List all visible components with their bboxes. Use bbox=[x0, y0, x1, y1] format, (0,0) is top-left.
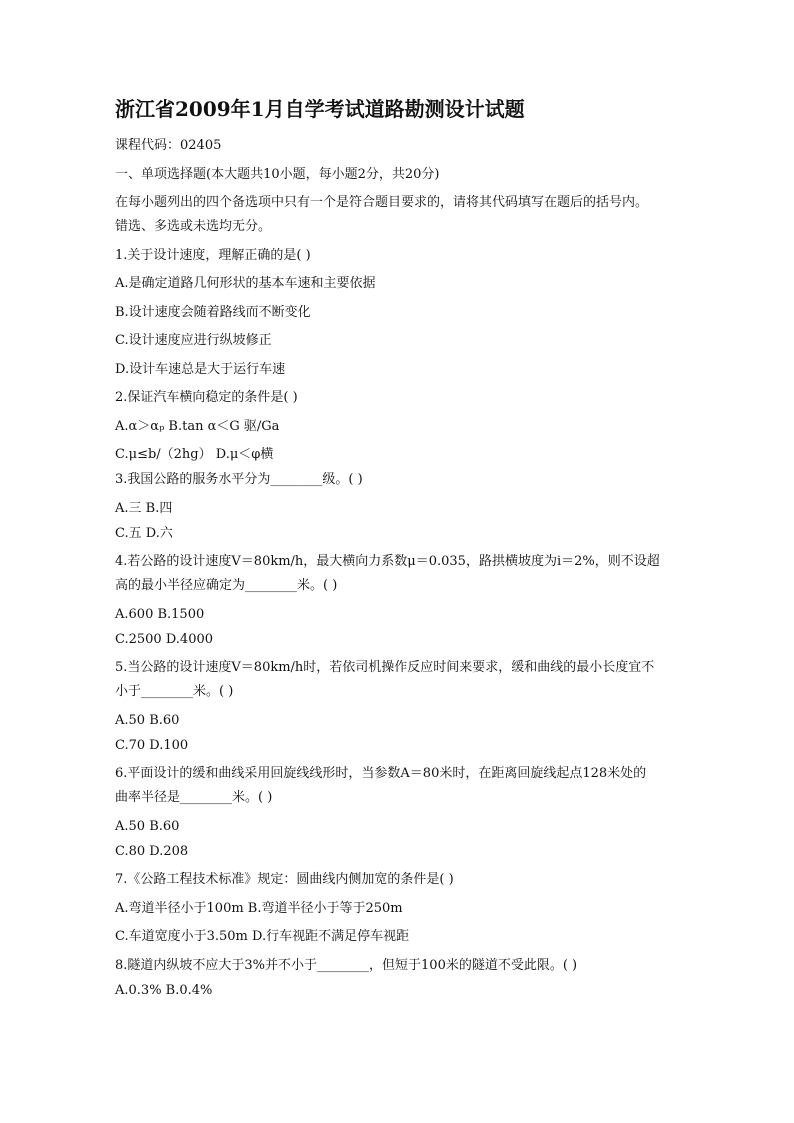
page-title: 浙江省2009年1月自学考试道路勘测设计试题 bbox=[115, 97, 525, 121]
option-line: D.设计车速总是大于运行车速 bbox=[115, 361, 286, 377]
question-8: 8.隧道内纵坡不应大于3%并不小于________，但短于100米的隧道不受此限。( ) bbox=[115, 957, 578, 973]
question-6-continuation: 曲率半径是________米。( ) bbox=[115, 790, 273, 805]
question-4: 4.若公路的设计速度V＝80km/h，最大横向力系数μ＝0.035，路拱横坡度为i＝2%，则不设超 bbox=[115, 554, 660, 569]
option-line: C.车道宽度小于3.50m D.行车视距不满足停车视距 bbox=[115, 929, 410, 944]
option-line: C.设计速度应进行纵坡修正 bbox=[115, 333, 272, 348]
option-line: B.设计速度会随着路线而不断变化 bbox=[115, 304, 311, 320]
question-7: 7.《公路工程技术标准》规定：圆曲线内侧加宽的条件是( ) bbox=[115, 872, 454, 887]
option-line: A.50 B.60 bbox=[115, 818, 180, 834]
question-5: 5.当公路的设计速度V＝80km/h时，若依司机操作反应时间来要求，缓和曲线的最小长度宜不 bbox=[115, 660, 655, 675]
question-6: 6.平面设计的缓和曲线采用回旋线线形时，当参数A＝80米时，在距离回旋线起点128米处的 bbox=[115, 766, 647, 781]
question-4-continuation: 高的最小半径应确定为________米。( ) bbox=[115, 578, 338, 593]
option-line: C.70 D.100 bbox=[115, 737, 189, 753]
option-line: C.五 D.六 bbox=[115, 525, 173, 541]
option-line: A.是确定道路几何形状的基本车速和主要依据 bbox=[115, 276, 376, 291]
instruction-line-1: 在每小题列出的四个备选项中只有一个是符合题目要求的，请将其代码填写在题后的括号内。 bbox=[115, 195, 649, 210]
option-line: C.μ≤b/（2hg） D.μ＜φ横 bbox=[115, 447, 274, 462]
option-line: A.50 B.60 bbox=[115, 712, 180, 728]
option-line: C.2500 D.4000 bbox=[115, 631, 214, 647]
course-code: 课程代码：02405 bbox=[115, 138, 222, 153]
option-line: C.80 D.208 bbox=[115, 843, 189, 859]
option-line: A.600 B.1500 bbox=[115, 606, 205, 622]
section-heading: 一、单项选择题(本大题共10小题，每小题2分，共20分) bbox=[115, 166, 440, 182]
option-line: A.三 B.四 bbox=[115, 500, 173, 516]
option-line: A.0.3% B.0.4% bbox=[115, 982, 213, 998]
question-2: 2.保证汽车横向稳定的条件是( ) bbox=[115, 390, 298, 405]
question-3: 3.我国公路的服务水平分为________级。( ) bbox=[115, 472, 363, 487]
question-1: 1.关于设计速度，理解正确的是( ) bbox=[115, 247, 311, 263]
option-line: A.弯道半径小于100m B.弯道半径小于等于250m bbox=[115, 900, 403, 916]
instruction-line-2: 错选、多选或未选均无分。 bbox=[115, 219, 272, 234]
question-5-continuation: 小于________米。( ) bbox=[115, 684, 234, 699]
option-line: A.α＞αₚ B.tan α＜G 驱/Ga bbox=[115, 418, 280, 434]
exam-content bbox=[115, 96, 725, 1011]
